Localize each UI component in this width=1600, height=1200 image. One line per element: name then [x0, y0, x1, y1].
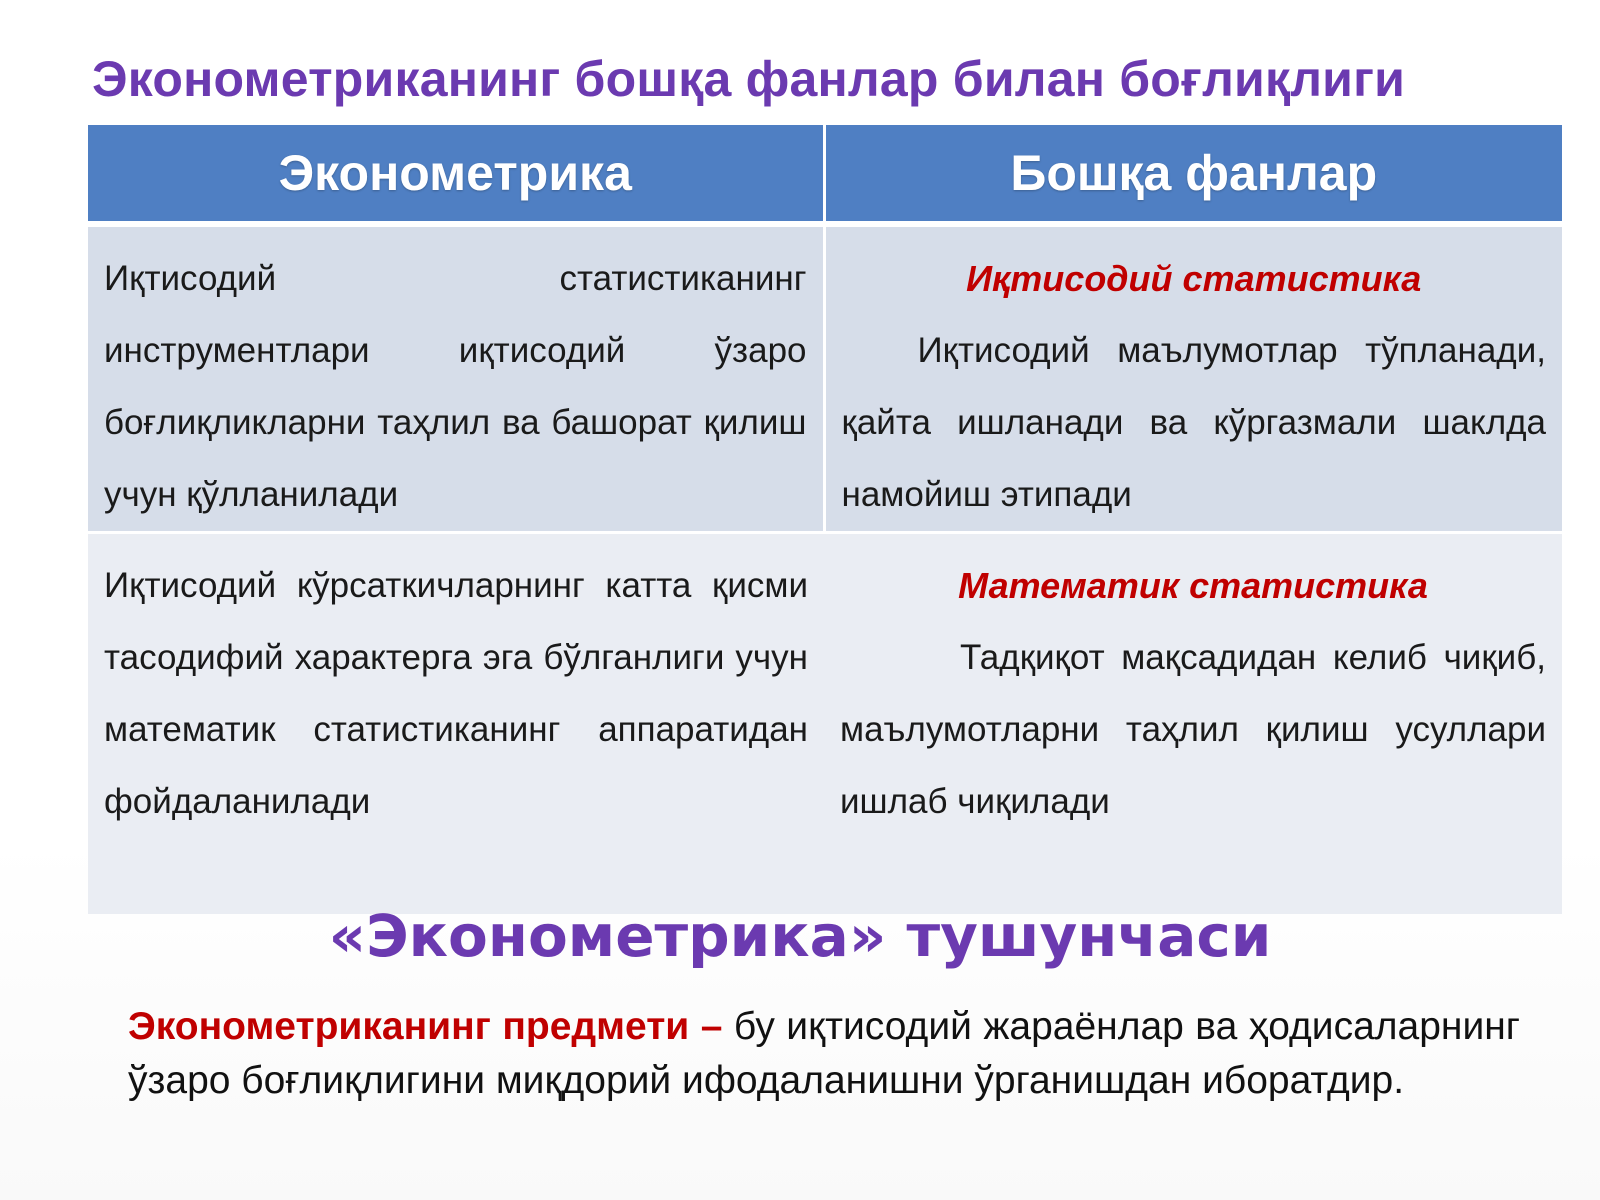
row1-econometrics-cell [88, 224, 824, 533]
row2-other-cell [824, 533, 1562, 915]
table-header-row [88, 125, 1562, 224]
row2-econometrics-cell [88, 533, 824, 915]
concept-definition [128, 1000, 1520, 1108]
row2-discipline-text: Тадқиқот мақсадидан келиб чиқиб, маълумотларни таҳлил қилиш усуллари ишлаб чиқилади [840, 638, 1546, 821]
slide-title: Эконометриканинг бошқа фанлар билан боғлиқлиги [92, 51, 1406, 107]
row2-discipline-heading: Математик статистика [958, 565, 1428, 606]
concept-definition-text: бу иқтисодий жараёнлар ва ҳодисаларнинг ўзаро боғлиқлигини миқдорий ифодаланишни ўрганишдан иборатдир. [128, 1005, 1520, 1102]
header-other-sciences: Бошқа фанлар [824, 125, 1562, 224]
row2-left-text: Иқтисодий кўрсаткичларнинг катта қисми тасодифий характерга эга бўлганлиги учун математик статистиканинг аппаратидан фойдаланилади [104, 566, 808, 821]
row1-left-text: Иқтисодий статистиканинг инструментлари иқтисодий ўзаро боғлиқликларни таҳлил ва башорат қилиш учун қўлланилади [104, 259, 807, 514]
row1-discipline-text: Иқтисодий маълумотлар тўпланади, қайта ишланади ва кўргазмали шаклда намойиш этипади [841, 331, 1546, 514]
row1-other-cell [824, 224, 1562, 533]
table-row [88, 533, 1562, 915]
header-econometrics: Эконометрика [88, 125, 824, 224]
row1-discipline-heading: Иқтисодий статистика [966, 258, 1422, 299]
concept-title: «Эконометрика» тушунчаси [328, 902, 1272, 970]
table-row [88, 224, 1562, 533]
concept-term: Эконометриканинг предмети – [128, 1005, 723, 1048]
comparison-table [88, 125, 1562, 914]
